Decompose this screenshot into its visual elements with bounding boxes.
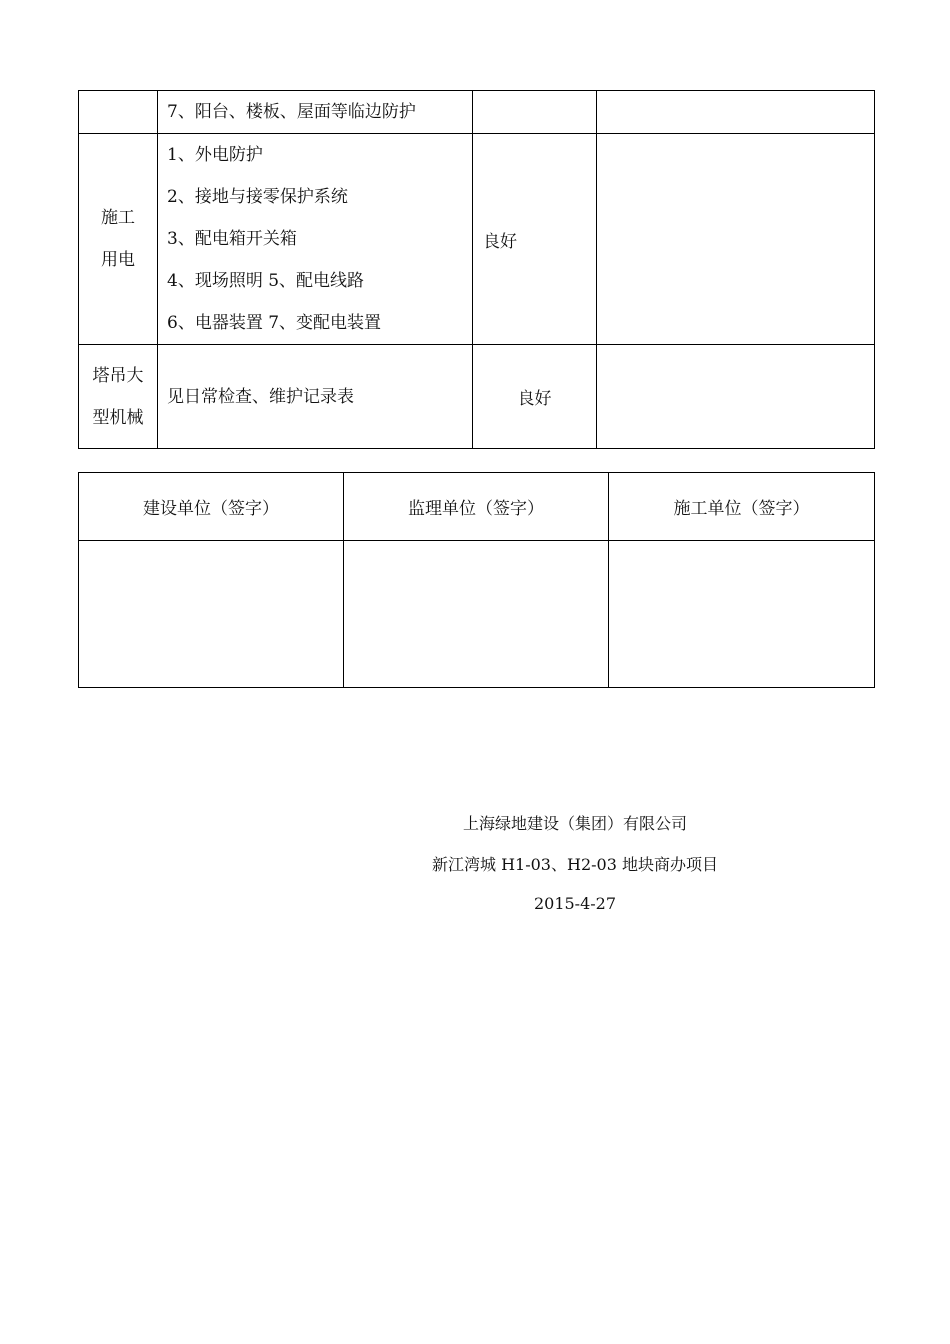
supervisor-signature-field[interactable] [344, 541, 609, 688]
check-item: 2、接地与接零保护系统 [167, 187, 348, 207]
status-cell [473, 134, 597, 345]
owner-signature-label: 建设单位（签字） [79, 473, 344, 541]
status-cell [473, 91, 597, 134]
items-cell [158, 91, 473, 134]
category-label: 塔吊大 [92, 365, 144, 386]
supervisor-signature-label: 监理单位（签字） [344, 473, 609, 541]
category-label: 施工 [101, 208, 135, 228]
table-row [79, 345, 875, 449]
table-row [79, 91, 875, 134]
signature-header-row [79, 473, 875, 541]
table-row [79, 134, 875, 345]
signature-body-row [79, 541, 875, 688]
category-label: 用电 [101, 250, 135, 270]
category-label: 型机械 [92, 407, 144, 428]
project-name: 新江湾城 H1-03、H2-03 地块商办项目 [432, 855, 718, 874]
contractor-signature-field[interactable] [609, 541, 875, 688]
owner-signature-field[interactable] [79, 541, 344, 688]
status-value: 良好 [483, 231, 517, 252]
signature-table [78, 472, 875, 688]
check-item: 4、现场照明 5、配电线路 [167, 271, 365, 291]
inspection-table [78, 90, 875, 449]
remark-cell [597, 91, 875, 134]
category-cell [79, 345, 158, 449]
check-item: 7、阳台、楼板、屋面等临边防护 [167, 102, 416, 122]
contractor-signature-label: 施工单位（签字） [609, 473, 875, 541]
document-date: 2015-4-27 [533, 894, 617, 913]
remark-cell [597, 134, 875, 345]
company-name: 上海绿地建设（集团）有限公司 [462, 814, 687, 833]
status-value: 良好 [517, 389, 552, 409]
check-item: 1、外电防护 [167, 145, 263, 165]
category-cell [79, 91, 158, 134]
remark-cell [597, 345, 875, 449]
check-item: 6、电器装置 7、变配电装置 [167, 313, 382, 333]
category-cell [79, 134, 158, 345]
check-item: 3、配电箱开关箱 [167, 229, 297, 249]
items-cell [158, 345, 473, 449]
status-cell [473, 345, 597, 449]
items-cell [158, 134, 473, 345]
check-item: 见日常检查、维护记录表 [167, 386, 354, 407]
